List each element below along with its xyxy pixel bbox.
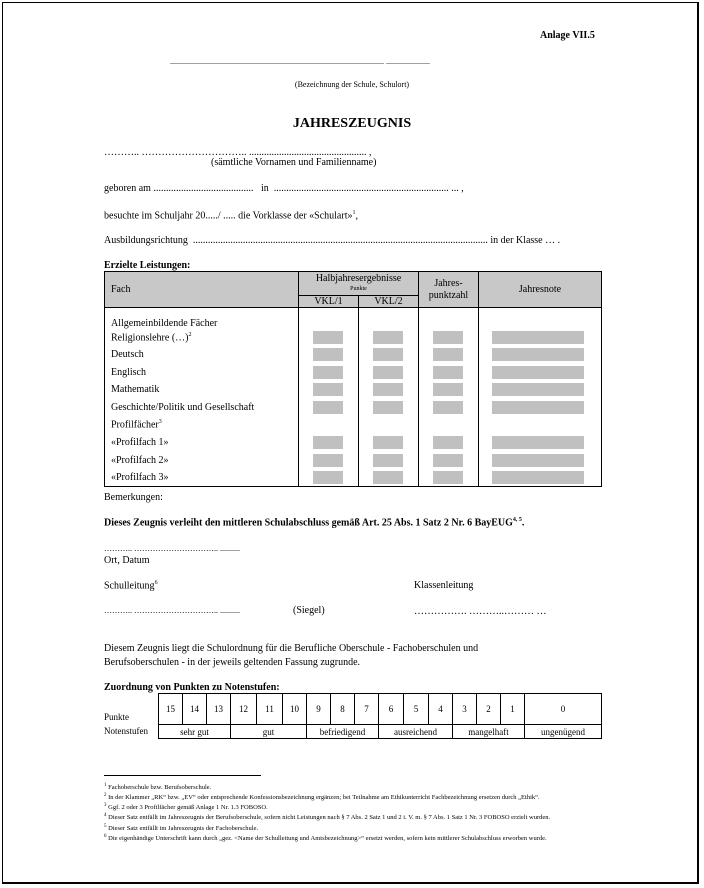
footnote-ref-6: 6 [154, 580, 158, 586]
entry-field [433, 471, 463, 484]
entry-field [313, 436, 343, 449]
entry-field [492, 331, 584, 344]
entry-field [433, 401, 463, 414]
direction-line [104, 235, 560, 246]
header-points-label: Punkte [350, 285, 367, 292]
subject-row [105, 346, 602, 364]
scale-grades-label: Notenstufen [104, 726, 148, 736]
entry-field [492, 436, 584, 449]
vkl1-cell[interactable] [299, 434, 359, 452]
profile-subject-row [105, 469, 602, 487]
footnote [104, 833, 596, 843]
entry-field [373, 471, 403, 484]
header-annual-points-l1: Jahres- [434, 277, 463, 289]
vkl1-cell[interactable] [299, 469, 359, 487]
header-half-year [299, 272, 419, 296]
scale-point-cell: 13 [207, 694, 231, 725]
entry-field [373, 366, 403, 379]
principal-signature-dots: ……….. ………………………….. .......... [104, 606, 240, 615]
profile-subject-row [105, 434, 602, 452]
scale-grade-cell: mangelhaft [453, 725, 525, 739]
vkl2-cell[interactable] [359, 469, 419, 487]
place-dots: ……….. ………………………….. .......... [104, 544, 240, 553]
entry-field [313, 348, 343, 361]
entry-field [433, 366, 463, 379]
name-line: ……….. ………………………….. ............................................... , [104, 147, 372, 158]
attended-line [104, 210, 358, 221]
birth-line [104, 183, 464, 194]
vkl1-cell[interactable] [299, 452, 359, 470]
document-title: JAHRESZEUGNIS [292, 116, 412, 131]
place-date-label: Ort, Datum [104, 555, 150, 566]
footnote [104, 823, 596, 833]
footnote-number: 6 [104, 833, 107, 839]
entry-field [313, 471, 343, 484]
subject-label: Religionslehre (…) [111, 331, 189, 343]
remarks-label: Bemerkungen: [104, 492, 163, 503]
entry-field [433, 436, 463, 449]
footnote [104, 792, 596, 802]
scale-point-cell: 12 [231, 694, 257, 725]
annual-points-cell[interactable] [419, 364, 479, 382]
annual-grade-cell[interactable] [479, 452, 602, 470]
header-vkl2: VKL/2 [359, 296, 419, 308]
footnote [104, 802, 596, 812]
annual-points-cell[interactable] [419, 346, 479, 364]
annual-grade-cell[interactable] [479, 381, 602, 399]
vkl2-cell[interactable] [359, 364, 419, 382]
entry-field [433, 348, 463, 361]
subject-label: Mathematik [111, 384, 160, 396]
entry-field [313, 331, 343, 344]
seal-label: (Siegel) [293, 605, 325, 616]
footnote-ref-3: 3 [158, 419, 162, 426]
subject-row [105, 399, 602, 417]
direction-label: Ausbildungsrichtung [104, 235, 188, 246]
points-grade-scale [158, 693, 602, 739]
entry-field [492, 383, 584, 396]
scale-point-cell: 4 [429, 694, 453, 725]
born-dots: ........................................ [153, 183, 254, 194]
entry-field [433, 331, 463, 344]
vkl2-cell[interactable] [359, 329, 419, 347]
footnote-text: Dieser Satz entfällt im Jahreszeugnis der Berufsoberschule, sofern nicht Leistungen nach § 7 Abs. 2 Satz 1 und 2 i. V. m. § 7 Abs. 1 Satz 1 Nr. 3 FOBOSO erzielt wurden. [106, 814, 551, 822]
footnote-ref-1: 1 [352, 210, 356, 216]
attended-end: , [355, 210, 358, 222]
footnote-text: Fachoberschule bzw. Berufsoberschule. [106, 784, 212, 792]
vkl1-cell[interactable] [299, 381, 359, 399]
annual-points-cell[interactable] [419, 399, 479, 417]
entry-field [492, 348, 584, 361]
section-profile-label: Profilfächer [111, 419, 159, 431]
footnote-text: Ggf. 2 oder 3 Profilfächer gemäß Anlage 1 Nr. 1.3 FOBOSO. [106, 804, 268, 812]
direction-dots: ...................................................................................................................... [192, 235, 488, 246]
annual-points-cell[interactable] [419, 329, 479, 347]
header-annual-points [419, 272, 479, 308]
annual-points-cell[interactable] [419, 469, 479, 487]
profile-subject-row [105, 452, 602, 470]
scale-grade-cell: befriedigend [307, 725, 379, 739]
scale-grade-cell: ungenügend [525, 725, 602, 739]
scale-point-cell: 8 [331, 694, 355, 725]
vkl2-cell[interactable] [359, 346, 419, 364]
basis-line-1: Diesem Zeugnis liegt die Schulordnung für die Berufliche Oberschule - Fachoberschulen und [104, 643, 479, 654]
born-place-dots: ...................................................................... ... , [273, 183, 464, 194]
footnote-ref: 2 [188, 331, 192, 338]
footnote-separator [104, 775, 261, 776]
entry-field [313, 454, 343, 467]
scale-points-label: Punkte [104, 712, 130, 722]
entry-field [433, 454, 463, 467]
school-caption: (Bezeichnung der Schule, Schulort) [294, 80, 410, 89]
entry-field [433, 383, 463, 396]
subject-label: Deutsch [111, 349, 144, 361]
vkl2-cell[interactable] [359, 452, 419, 470]
scale-point-cell: 5 [404, 694, 429, 725]
school-line: ........................................................................................................... ...................... [170, 57, 430, 66]
subject-label: «Profilfach 3» [111, 472, 169, 483]
header-half-year-label: Halbjahresergebnisse [315, 272, 402, 284]
footnote-number: 3 [104, 803, 107, 809]
subject-label: «Profilfach 1» [111, 437, 169, 449]
born-label: geboren am [104, 183, 151, 194]
subject-row [105, 364, 602, 382]
vkl2-cell[interactable] [359, 381, 419, 399]
scale-point-cell: 10 [283, 694, 307, 725]
achievements-heading: Erzielte Leistungen: [104, 260, 191, 271]
grades-table [104, 271, 602, 487]
entry-field [492, 401, 584, 414]
footnote-text: Die eigenhändige Unterschrift kann durch „gez. <Name der Schulleitung und Amtsbezeichnung>“ ersetzt werden, sofern kein mittlerer Schulabschluss erworben wurde. [106, 834, 547, 842]
class-text: in der Klasse … . [490, 235, 561, 246]
scale-point-cell: 9 [307, 694, 331, 725]
footnote-number: 4 [104, 813, 107, 819]
class-lead-label: Klassenleitung [414, 580, 474, 591]
header-annual-grade: Jahresnote [479, 272, 602, 308]
scale-grade-cell: gut [231, 725, 307, 739]
entry-field [313, 401, 343, 414]
annual-grade-cell[interactable] [479, 346, 602, 364]
scale-point-cell: 7 [355, 694, 379, 725]
header-subject: Fach [105, 272, 299, 308]
footnote-ref-4-5: 4, 5 [512, 517, 522, 523]
subject-label: «Profilfach 2» [111, 454, 169, 466]
annual-points-cell[interactable] [419, 381, 479, 399]
subject-row [105, 329, 602, 347]
footnote-number: 1 [104, 783, 107, 788]
attended-text: besuchte im Schuljahr 20...../ ..... die Vorklasse der «Schulart» [104, 210, 353, 222]
header-vkl1: VKL/1 [299, 296, 359, 308]
annual-grade-cell[interactable] [479, 399, 602, 417]
section-profile [105, 416, 299, 434]
name-caption: (sämtliche Vornamen und Familienname) [211, 157, 377, 168]
scale-point-cell: 11 [257, 694, 283, 725]
annual-grade-cell[interactable] [479, 329, 602, 347]
entry-field [373, 436, 403, 449]
basis-line-2: Berufsoberschulen - in der jeweils geltenden Fassung zugrunde. [104, 657, 361, 668]
footnotes [104, 782, 596, 843]
entry-field [373, 401, 403, 414]
footnote [104, 812, 596, 822]
footnote-number: 5 [104, 823, 107, 829]
subject-row [105, 381, 602, 399]
footnote-text: In der Klammer „RK“ bzw. „EV“ oder entsprechende Konfessionsbezeichnung ergänzen; bei Teilnahme am Ethikunterricht Fachbezeichnung ersetzen durch „Ethik“. [106, 794, 540, 802]
principal-label-wrap [104, 580, 158, 591]
subject-label: Geschichte/Politik und Gesellschaft [111, 401, 255, 413]
in-label: in [260, 183, 269, 194]
footnote [104, 782, 596, 792]
vkl2-cell[interactable] [359, 399, 419, 417]
scale-point-cell: 0 [525, 694, 602, 725]
entry-field [313, 366, 343, 379]
scale-point-cell: 2 [477, 694, 501, 725]
vkl1-cell[interactable] [299, 329, 359, 347]
annual-grade-cell[interactable] [479, 469, 602, 487]
scale-grade-cell: sehr gut [159, 725, 231, 739]
scale-grade-cell: ausreichend [379, 725, 453, 739]
certificate-text: Dieses Zeugnis verleiht den mittleren Schulabschluss gemäß Art. 25 Abs. 1 Satz 2 Nr. 6 BayEUG [104, 517, 513, 529]
header-annual-points-l2: punktzahl [428, 289, 469, 301]
scale-heading: Zuordnung von Punkten zu Notenstufen: [104, 682, 280, 693]
entry-field [373, 331, 403, 344]
entry-field [492, 366, 584, 379]
scale-point-cell: 14 [183, 694, 207, 725]
scale-point-cell: 6 [379, 694, 404, 725]
certificate-end: . [521, 517, 525, 529]
vkl1-cell[interactable] [299, 364, 359, 382]
entry-field [373, 383, 403, 396]
entry-field [313, 383, 343, 396]
entry-field [492, 454, 584, 467]
annual-grade-cell[interactable] [479, 434, 602, 452]
entry-field [373, 348, 403, 361]
annual-grade-cell[interactable] [479, 364, 602, 382]
entry-field [373, 454, 403, 467]
vkl2-cell[interactable] [359, 434, 419, 452]
annual-points-cell[interactable] [419, 434, 479, 452]
entry-field [492, 471, 584, 484]
footnote-text: Dieser Satz entfällt im Jahreszeugnis der Fachoberschule. [106, 824, 259, 832]
principal-label: Schulleitung [104, 580, 155, 592]
scale-point-cell: 3 [453, 694, 477, 725]
annex-label: Anlage VII.5 [540, 30, 595, 41]
footnote-number: 2 [104, 793, 107, 799]
section-general: Allgemeinbildende Fächer [105, 308, 299, 329]
vkl1-cell[interactable] [299, 399, 359, 417]
scale-point-cell: 1 [501, 694, 525, 725]
subject-label: Englisch [111, 366, 146, 378]
vkl1-cell[interactable] [299, 346, 359, 364]
certificate-statement [104, 517, 524, 528]
scale-point-cell: 15 [159, 694, 183, 725]
annual-points-cell[interactable] [419, 452, 479, 470]
class-lead-signature-dots: ……………. ………..……… … [414, 606, 547, 617]
